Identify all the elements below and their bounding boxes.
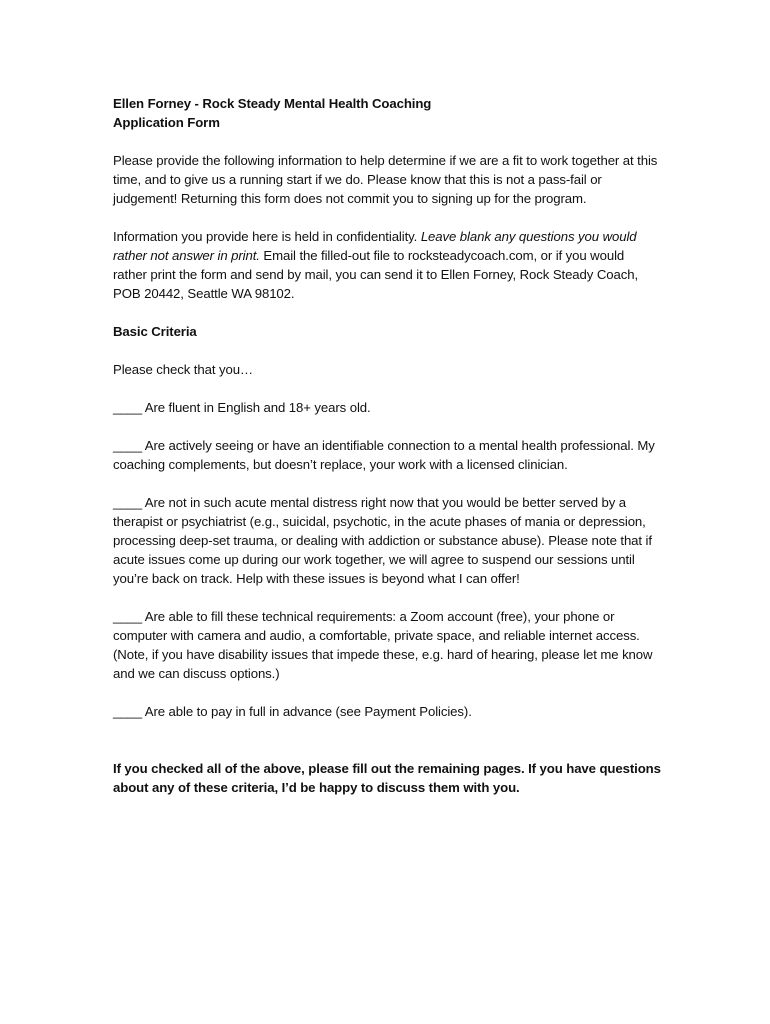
criteria-item-fluent [113,398,661,417]
intro-paragraph-2-italic: Leave blank any questions you would rather not answer in print. [113,229,637,263]
checkbox-blank[interactable]: ____ [113,438,142,453]
intro-paragraph-2-start: Information you provide here is held in confidentiality. [113,229,421,244]
criteria-heading: Basic Criteria [113,324,197,339]
criteria-item-professional [113,436,661,474]
title-block [113,94,661,132]
criteria-prompt: Please check that you… [113,362,254,377]
document-page [113,94,661,816]
intro-paragraph-1: Please provide the following information to help determine if we are a fit to work together at this time, and to give us a running start if we do. Please know that this is not a pass-fail or judgement! Returning this form does not commit you to signing up for the program. [113,153,658,206]
criteria-item-distress [113,493,661,588]
criteria-item-text: Are not in such acute mental distress right now that you would be better served by a therapist or psychiatrist (e.g., suicidal, psychotic, in the acute phases of mania or depression, processing deep-set trauma, or dealing with addiction or substance abuse). Please note that if acute issues come up during our work together, we will agree to suspend our sessions until you’re back on track. Help with these issues is beyond what I can offer! [113,495,652,586]
criteria-item-payment [113,702,661,721]
checkbox-blank[interactable]: ____ [113,400,142,415]
criteria-item-text: Are able to fill these technical requirements: a Zoom account (free), your phone or computer with camera and audio, a comfortable, private space, and reliable internet access. (Note, if you have disability issues that impede these, e.g. hard of hearing, please let me know and we can discuss options.) [113,609,653,681]
checkbox-blank[interactable]: ____ [113,704,142,719]
criteria-item-text: Are able to pay in full in advance (see Payment Policies). [141,704,472,719]
intro-paragraph-2-end: Email the filled-out file to rocksteadycoach.com, or if you would rather print the form and send by mail, you can send it to Ellen Forney, Rock Steady Coach, POB 20442, Seattle WA 98102. [113,248,639,301]
checkbox-blank[interactable]: ____ [113,609,142,624]
checkbox-blank[interactable]: ____ [113,495,142,510]
criteria-item-text: Are fluent in English and 18+ years old. [141,400,371,415]
intro-paragraph-2 [113,227,661,303]
document-title: Ellen Forney - Rock Steady Mental Health Coaching [113,96,432,111]
closing-note: If you checked all of the above, please fill out the remaining pages. If you have questions about any of these criteria, I’d be happy to discuss them with you. [113,761,661,795]
document-subtitle: Application Form [113,115,220,130]
criteria-item-technical [113,607,661,683]
criteria-item-text: Are actively seeing or have an identifiable connection to a mental health professional. My coaching complements, but doesn’t replace, your work with a licensed clinician. [113,438,655,472]
